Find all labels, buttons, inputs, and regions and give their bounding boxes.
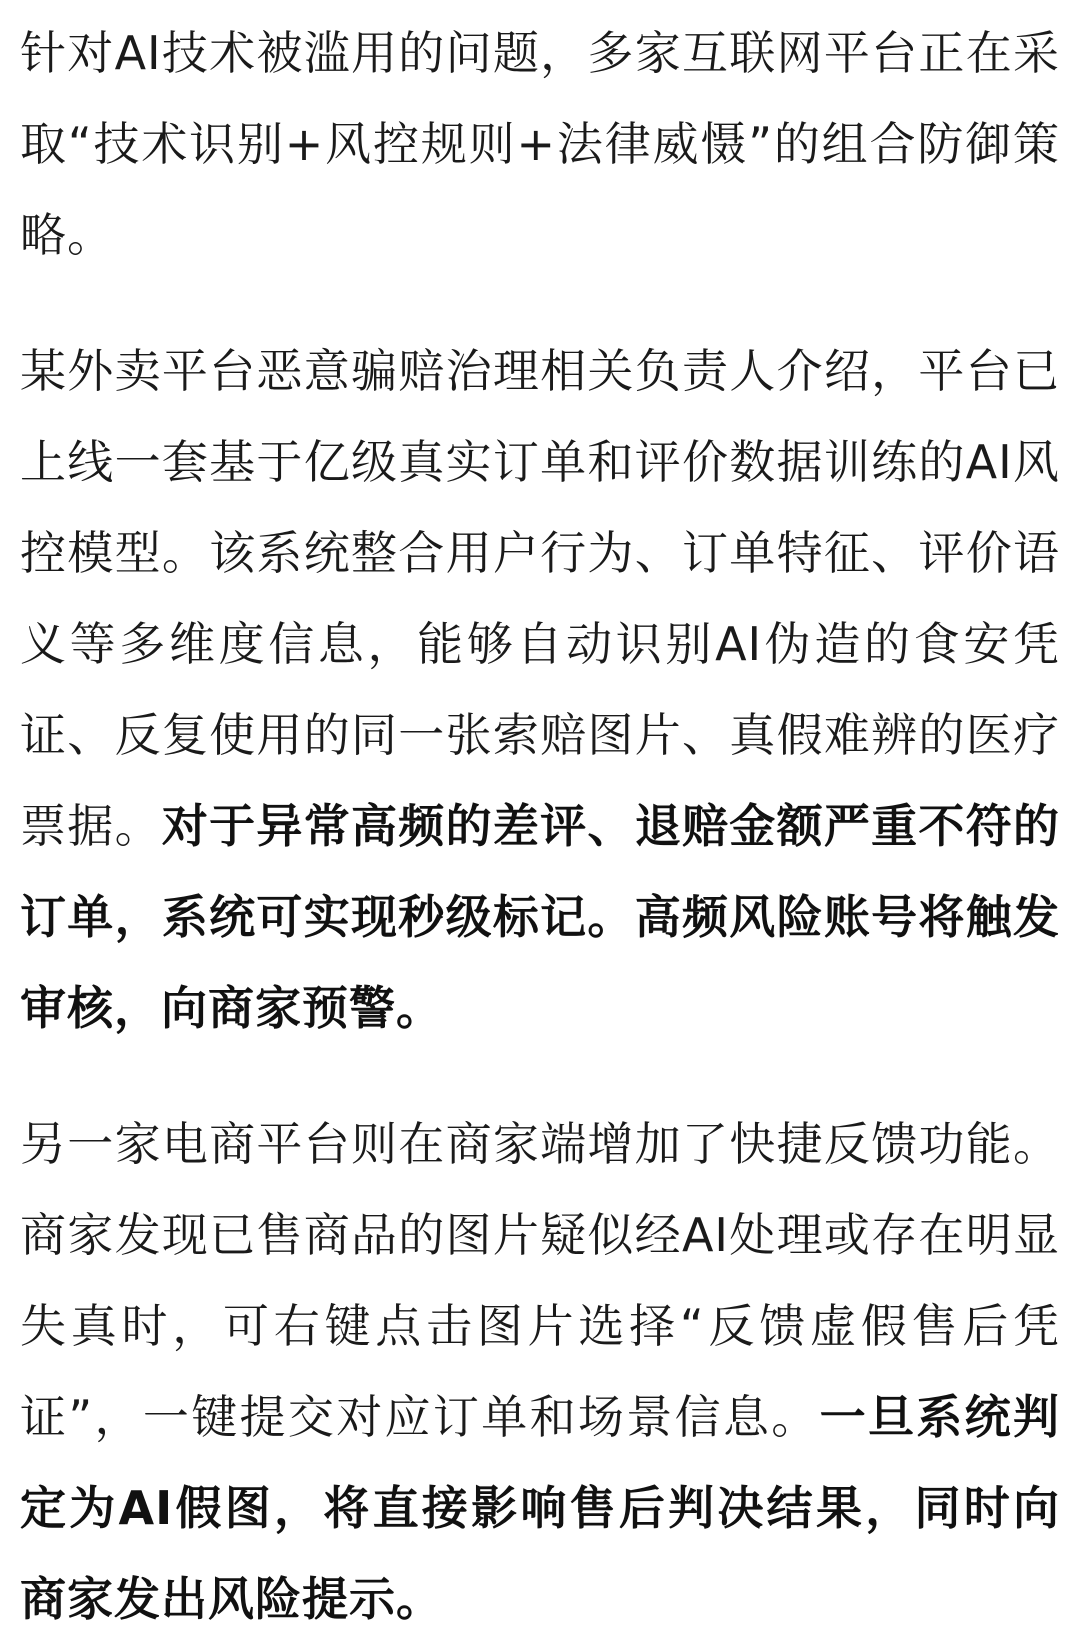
paragraph-2-text: 某外卖平台恶意骗赔治理相关负责人介绍，平台已上线一套基于亿级真实订单和评价数据训练的AI风控模型。该系统整合用户行为、订单特征、评价语义等多维度信息，能够自动识别AI伪造的食安凭证、反复使用的同一张索赔图片、真假难辨的医疗票据。 <box>20 344 1060 853</box>
paragraph-2-emphasis: 对于异常高频的差评、退赔金额严重不符的订单，系统可实现秒级标记。高频风险账号将触发审核，向商家预警。 <box>20 799 1061 1035</box>
paragraph-3-text: 另一家电商平台则在商家端增加了快捷反馈功能。商家发现已售商品的图片疑似经AI处理或存在明显失真时，可右键点击图片选择“反馈虚假售后凭证”，一键提交对应订单和场景信息。 <box>20 1117 1060 1444</box>
paragraph-3-emphasis: 一旦系统判定为AI假图，将直接影响售后判决结果，同时向商家发出风险提示。 <box>20 1390 1060 1626</box>
paragraph-2 <box>20 326 1060 1054</box>
paragraph-1-text: 针对AI技术被滥用的问题，多家互联网平台正在采取“技术识别+风控规则+法律威慑”的组合防御策略。 <box>20 26 1060 262</box>
paragraph-1 <box>20 8 1060 281</box>
paragraph-3 <box>20 1099 1060 1645</box>
